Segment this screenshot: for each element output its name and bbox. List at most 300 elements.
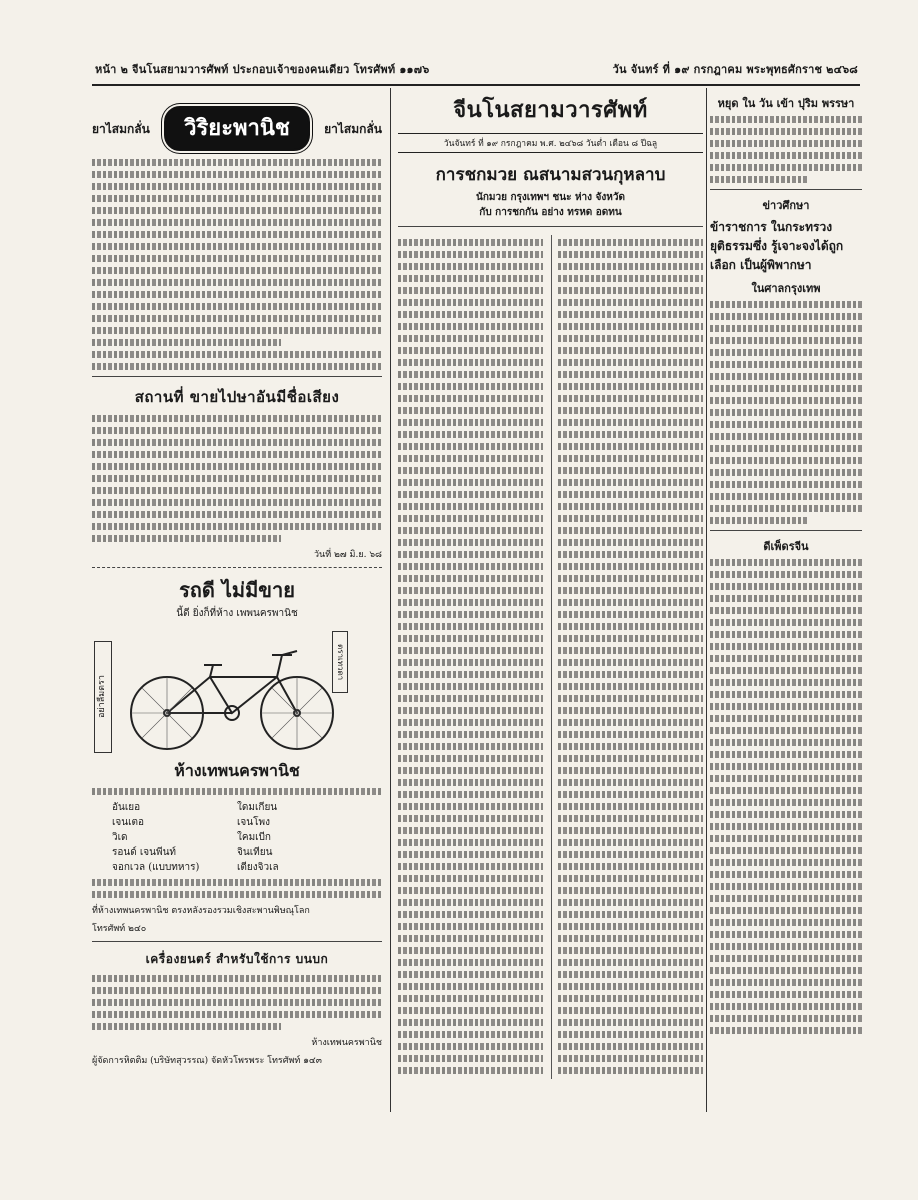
text-line — [92, 891, 382, 898]
text-line — [710, 505, 862, 512]
text-line — [398, 791, 543, 798]
text-line — [710, 1015, 862, 1022]
ad1-body — [92, 159, 382, 370]
text-line — [398, 419, 543, 426]
text-line — [92, 451, 382, 458]
text-line — [558, 851, 703, 858]
text-line — [558, 971, 703, 978]
ad3-signature-line: ผู้จัดการหิตติม (บริษัทสุวรรณ) จัดหัวโพรพระ โทรศัพท์ ๑๔๓ — [92, 1056, 322, 1066]
brief-title-4: ในศาลกรุงเทพ — [751, 282, 821, 295]
text-line — [710, 559, 862, 566]
text-line — [710, 751, 862, 758]
text-line — [92, 171, 382, 178]
text-line — [710, 895, 862, 902]
shop-phone: โทรศัพท์ ๒๔๐ — [92, 924, 147, 934]
text-line — [710, 799, 862, 806]
text-line — [398, 503, 543, 510]
product-list — [92, 800, 382, 875]
logo-side-left: ยาไสมกลั่น — [92, 122, 150, 136]
text-line — [710, 517, 809, 524]
ad2-body — [92, 415, 382, 542]
text-line — [92, 487, 382, 494]
text-line — [710, 679, 862, 686]
masthead: จีนโนสยามวารศัพท์ — [453, 97, 648, 123]
section-divider — [92, 567, 382, 568]
text-line — [398, 731, 543, 738]
text-line — [92, 879, 382, 886]
text-line — [398, 755, 543, 762]
text-line — [558, 419, 703, 426]
product-item: จินเทียน — [237, 847, 273, 858]
text-line — [558, 827, 703, 834]
text-line — [558, 983, 703, 990]
text-line — [710, 481, 862, 488]
text-line — [92, 207, 382, 214]
brief-title-3: ข้าราชการ ในกระทรวงยุติธรรมซึ่ง รู้เจาะจงได้ถูกเลือก เป็นผู้พิพากษา — [710, 220, 844, 272]
article-headline: การชกมวย ณสนามสวนกุหลาบ — [435, 165, 666, 185]
text-line — [92, 535, 281, 542]
article-subheadline-2: กับ การชกกัน อย่าง ทรหด อดทน — [479, 207, 622, 218]
text-line — [92, 303, 382, 310]
text-line — [558, 263, 703, 270]
logo-row — [92, 106, 382, 151]
text-line — [558, 347, 703, 354]
bike-tag-right: ตราเทวดา — [332, 631, 348, 693]
text-line — [92, 999, 382, 1006]
shop-name: ห้างเทพนครพานิช — [174, 761, 300, 780]
brief-title-5: ดีเพ็ดรจีน — [763, 540, 809, 553]
text-line — [710, 337, 862, 344]
text-line — [92, 291, 382, 298]
text-line — [92, 439, 382, 446]
text-line — [398, 323, 543, 330]
text-line — [398, 1019, 543, 1026]
text-line — [92, 255, 382, 262]
text-line — [398, 587, 543, 594]
text-line — [710, 763, 862, 770]
text-line — [710, 883, 862, 890]
text-line — [558, 467, 703, 474]
text-line — [398, 923, 543, 930]
text-line — [92, 339, 281, 346]
text-line — [710, 991, 862, 998]
text-line — [398, 395, 543, 402]
text-line — [398, 431, 543, 438]
text-line — [398, 815, 543, 822]
text-line — [558, 503, 703, 510]
text-line — [558, 575, 703, 582]
text-line — [398, 263, 543, 270]
text-line — [558, 539, 703, 546]
text-line — [92, 243, 382, 250]
ad3-signature-shop: ห้างเทพนครพานิช — [311, 1038, 382, 1048]
text-line — [398, 443, 543, 450]
dateline: วันจันทร์ ที่ ๑๙ กรกฎาคม พ.ศ. ๒๔๖๘ วันต่ำ เดือน ๘ ปีฉลู — [398, 133, 703, 153]
text-line — [558, 371, 703, 378]
text-line — [398, 455, 543, 462]
text-line — [398, 335, 543, 342]
text-line — [398, 899, 543, 906]
text-line — [398, 743, 543, 750]
text-line — [710, 433, 862, 440]
text-line — [710, 811, 862, 818]
column-divider — [706, 88, 707, 1112]
text-line — [558, 551, 703, 558]
text-line — [558, 239, 703, 246]
text-line — [398, 539, 543, 546]
text-line — [710, 445, 862, 452]
text-line — [558, 299, 703, 306]
text-line — [558, 275, 703, 282]
article-subheadline: นักมวย กรุงเทพฯ ชนะ ห่าง จังหวัด — [476, 192, 625, 203]
text-line — [398, 611, 543, 618]
text-line — [710, 152, 862, 159]
text-line — [92, 427, 382, 434]
header-right: วัน จันทร์ ที่ ๑๙ กรกฎาคม พระพุทธศักราช ๒๔๖๘ — [612, 63, 858, 76]
column-divider — [390, 88, 391, 1112]
text-line — [398, 827, 543, 834]
text-line — [710, 164, 862, 171]
text-line — [710, 595, 862, 602]
section-divider — [710, 189, 862, 190]
text-line — [398, 659, 543, 666]
text-line — [710, 715, 862, 722]
text-line — [558, 1055, 703, 1062]
text-line — [710, 140, 862, 147]
text-line — [558, 959, 703, 966]
text-line — [710, 301, 862, 308]
text-line — [558, 923, 703, 930]
text-line — [92, 183, 382, 190]
text-line — [558, 563, 703, 570]
text-line — [92, 159, 382, 166]
text-line — [558, 767, 703, 774]
text-line — [558, 731, 703, 738]
text-line — [558, 527, 703, 534]
text-line — [398, 527, 543, 534]
text-line — [558, 407, 703, 414]
ad2-title: สถานที่ ขายไปษาอันมีชื่อเสียง — [134, 388, 340, 406]
text-line — [558, 1019, 703, 1026]
text-line — [558, 647, 703, 654]
text-line — [710, 979, 862, 986]
text-line — [558, 1007, 703, 1014]
product-item: อันเยอ — [112, 802, 141, 813]
text-line — [92, 351, 382, 358]
text-line — [558, 695, 703, 702]
text-line — [558, 863, 703, 870]
text-line — [710, 176, 809, 183]
text-line — [710, 397, 862, 404]
text-line — [398, 287, 543, 294]
text-line — [92, 363, 382, 370]
text-line — [92, 1011, 382, 1018]
text-line — [398, 947, 543, 954]
text-line — [398, 995, 543, 1002]
text-line — [398, 1067, 543, 1074]
text-line — [92, 327, 382, 334]
text-line — [558, 671, 703, 678]
text-line — [558, 383, 703, 390]
product-item: เจนเตอ — [112, 817, 145, 828]
text-line — [398, 887, 543, 894]
text-line — [710, 955, 862, 962]
text-line — [398, 851, 543, 858]
text-line — [710, 703, 862, 710]
text-line — [558, 599, 703, 606]
text-line — [398, 299, 543, 306]
article-body — [398, 235, 703, 1079]
text-line — [558, 335, 703, 342]
text-line — [558, 287, 703, 294]
text-line — [558, 899, 703, 906]
text-line — [92, 219, 382, 226]
text-line — [398, 959, 543, 966]
text-line — [398, 491, 543, 498]
text-line — [92, 499, 382, 506]
text-line — [710, 667, 862, 674]
text-line — [398, 311, 543, 318]
text-line — [558, 311, 703, 318]
text-line — [558, 479, 703, 486]
text-line — [92, 523, 382, 530]
text-line — [398, 1055, 543, 1062]
text-line — [558, 875, 703, 882]
column-advertisements — [92, 90, 382, 1110]
text-line — [710, 847, 862, 854]
text-line — [558, 755, 703, 762]
text-line — [398, 407, 543, 414]
bike-tag-left: อย่าลืมตรา — [94, 641, 112, 753]
bike-illustration — [92, 625, 382, 755]
text-line — [558, 1067, 703, 1074]
text-line — [558, 743, 703, 750]
brief-title-1: หยุด ใน วัน เข้า ปุริม พรรษา — [717, 97, 855, 110]
text-line — [558, 887, 703, 894]
text-line — [398, 359, 543, 366]
text-line — [398, 515, 543, 522]
text-line — [558, 455, 703, 462]
text-line — [710, 907, 862, 914]
column-briefs — [710, 90, 862, 1110]
text-line — [710, 1027, 862, 1034]
text-line — [92, 475, 382, 482]
text-line — [710, 691, 862, 698]
text-line — [398, 935, 543, 942]
text-line — [710, 631, 862, 638]
text-line — [398, 251, 543, 258]
text-line — [398, 479, 543, 486]
text-line — [710, 116, 862, 123]
text-line — [710, 835, 862, 842]
text-line — [710, 619, 862, 626]
logo-side-right: ยาไสมกลั่น — [324, 122, 382, 136]
text-line — [558, 1031, 703, 1038]
text-line — [710, 421, 862, 428]
text-line — [558, 359, 703, 366]
text-line — [710, 409, 862, 416]
viriya-logo: วิริยะพานิช — [164, 106, 310, 151]
article-column-left — [398, 235, 543, 1079]
text-line — [558, 515, 703, 522]
product-item: ใคมเบีก — [237, 832, 271, 843]
text-line — [558, 995, 703, 1002]
text-line — [92, 279, 382, 286]
section-divider — [710, 530, 862, 531]
text-line — [558, 791, 703, 798]
text-line — [710, 931, 862, 938]
text-line — [558, 659, 703, 666]
text-line — [398, 683, 543, 690]
text-line — [558, 431, 703, 438]
section-divider — [92, 941, 382, 942]
text-line — [710, 787, 862, 794]
text-line — [558, 323, 703, 330]
text-line — [92, 975, 382, 982]
brief-title-2: ข่าวศึกษา — [762, 199, 810, 212]
text-line — [398, 671, 543, 678]
text-line — [398, 239, 543, 246]
text-line — [710, 859, 862, 866]
text-line — [710, 823, 862, 830]
text-line — [398, 551, 543, 558]
text-line — [558, 623, 703, 630]
product-item: วิเด — [112, 832, 128, 843]
text-line — [92, 267, 382, 274]
text-line — [710, 775, 862, 782]
text-line — [398, 779, 543, 786]
text-line — [558, 779, 703, 786]
text-line — [558, 719, 703, 726]
text-line — [398, 1043, 543, 1050]
text-line — [558, 839, 703, 846]
text-line — [92, 987, 382, 994]
text-line — [558, 683, 703, 690]
section-divider — [398, 226, 703, 227]
text-line — [398, 983, 543, 990]
product-item: เจนโพง — [237, 817, 270, 828]
text-line — [398, 695, 543, 702]
text-line — [558, 935, 703, 942]
article-column-right — [551, 235, 703, 1079]
text-line — [398, 767, 543, 774]
text-line — [92, 788, 382, 795]
text-line — [710, 373, 862, 380]
text-line — [710, 607, 862, 614]
text-line — [558, 635, 703, 642]
text-line — [558, 803, 703, 810]
text-line — [398, 575, 543, 582]
text-line — [398, 971, 543, 978]
text-line — [398, 719, 543, 726]
text-line — [558, 611, 703, 618]
bike-ad-title: รถดี ไม่มีขาย — [179, 578, 295, 602]
text-line — [710, 313, 862, 320]
text-line — [92, 511, 382, 518]
text-line — [710, 571, 862, 578]
page-header — [95, 58, 858, 80]
bike-ad-subtitle: นี้ดี ยิ่งก็ที่ห้าง เพพนครพานิช — [176, 608, 298, 619]
text-line — [398, 911, 543, 918]
text-line — [558, 587, 703, 594]
text-line — [92, 195, 382, 202]
text-line — [398, 863, 543, 870]
text-line — [398, 707, 543, 714]
text-line — [92, 1023, 281, 1030]
text-line — [710, 457, 862, 464]
text-line — [398, 467, 543, 474]
text-line — [398, 1007, 543, 1014]
product-item: เตียงจิวเล — [237, 862, 279, 873]
text-line — [558, 395, 703, 402]
text-line — [398, 599, 543, 606]
text-line — [710, 727, 862, 734]
text-line — [710, 871, 862, 878]
text-line — [710, 128, 862, 135]
text-line — [558, 815, 703, 822]
product-item: ใดมเกียน — [237, 802, 278, 813]
product-item: จอกเวล (แบบทหาร) — [112, 862, 200, 873]
text-line — [398, 563, 543, 570]
product-item: รอนด์ เจนพีนท์ — [112, 847, 177, 858]
text-line — [398, 875, 543, 882]
text-line — [710, 919, 862, 926]
text-line — [710, 643, 862, 650]
text-line — [710, 739, 862, 746]
text-line — [710, 361, 862, 368]
text-line — [398, 635, 543, 642]
shop-footer: ที่ห้างเทพนครพานิช ตรงหลังรองรวมเชิงสะพานพิษณุโลก — [92, 906, 310, 916]
text-line — [710, 583, 862, 590]
ad2-date: วันที่ ๒๗ มิ.ย. ๖๘ — [313, 550, 382, 560]
header-rule — [92, 84, 860, 86]
column-news — [398, 90, 703, 1110]
text-line — [92, 231, 382, 238]
text-line — [398, 347, 543, 354]
ad3-title: เครื่องยนตร์ สำหรับใช้การ บนบก — [145, 952, 329, 966]
text-line — [92, 315, 382, 322]
text-line — [398, 1031, 543, 1038]
text-line — [710, 349, 862, 356]
text-line — [710, 1003, 862, 1010]
text-line — [558, 707, 703, 714]
text-line — [92, 463, 382, 470]
text-line — [398, 839, 543, 846]
text-line — [558, 1043, 703, 1050]
text-line — [710, 943, 862, 950]
text-line — [398, 623, 543, 630]
text-line — [398, 371, 543, 378]
text-line — [558, 491, 703, 498]
text-line — [710, 493, 862, 500]
text-line — [710, 385, 862, 392]
text-line — [558, 911, 703, 918]
text-line — [558, 251, 703, 258]
text-line — [398, 803, 543, 810]
text-line — [398, 275, 543, 282]
text-line — [558, 947, 703, 954]
text-line — [558, 443, 703, 450]
section-divider — [92, 376, 382, 377]
text-line — [92, 415, 382, 422]
text-line — [710, 325, 862, 332]
text-line — [710, 655, 862, 662]
text-line — [710, 967, 862, 974]
text-line — [398, 647, 543, 654]
text-line — [710, 469, 862, 476]
text-line — [398, 383, 543, 390]
header-left: หน้า ๒ จีนโนสยามวารศัพท์ ประกอบเจ้าของคนเดียว โทรศัพท์ ๑๑๗๖ — [95, 63, 430, 76]
